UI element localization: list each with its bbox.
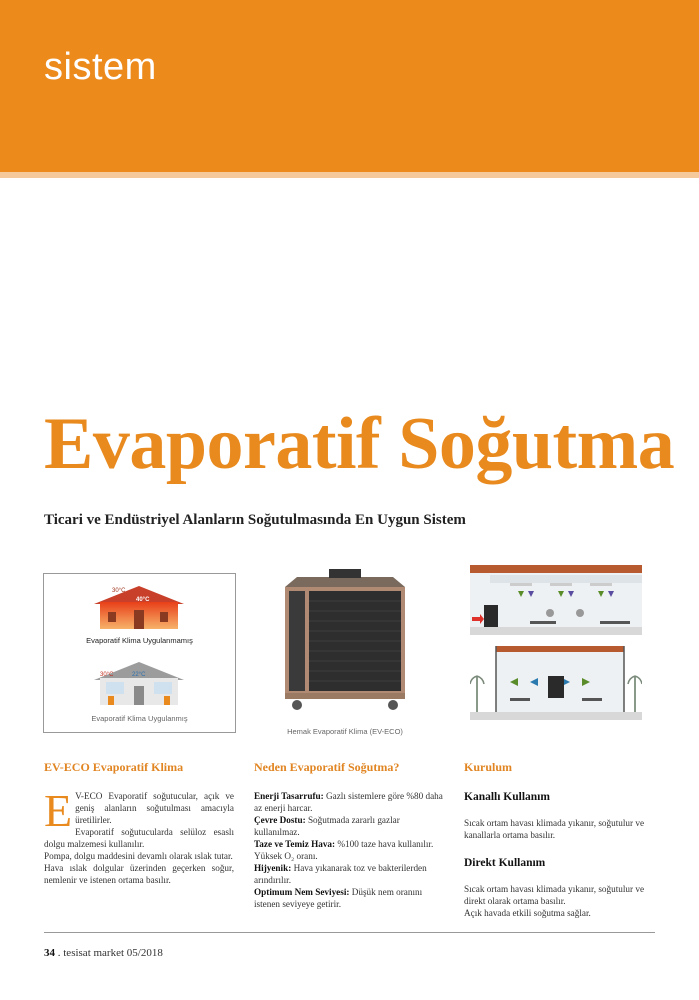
drop-cap: E [44,785,73,836]
publication-info: . tesisat market 05/2018 [57,947,163,959]
ev-eco-p4: Hava ıslak dolgular üzerinden geçerken soğur, nemlenir ve istenen ortama basılır. [44,863,234,885]
article-subtitle: Ticari ve Endüstriyel Alanların Soğutulmasında En Uygun Sistem [44,512,466,528]
ducted-use-diagram [470,565,642,635]
ev-eco-p1: V-ECO Evaporatif soğutucular, açık ve geniş alanların soğutulması amacıyla üretilirler. [75,791,234,825]
why-item-text: Yüksek O₂ oranı. [254,851,318,861]
why-item [254,862,446,886]
why-item-term: Hijyenik: [254,863,292,873]
label-applied: Evaporatif Klima Uygulanmış [91,714,188,723]
footer-rule [44,932,655,933]
why-item [254,790,446,814]
temp-inside-cool: 22°C [132,672,146,678]
cool-house-illustration [90,658,188,706]
ev-eco-body [44,785,234,886]
why-item-text: %100 taze hava kullanılır. [337,839,434,849]
direct-use-subheading: Direkt Kullanım [464,857,546,869]
section-label: sistem [44,46,157,88]
why-item-text: Gazlı sistemlere göre %80 daha az enerji harcar. [254,791,443,813]
why-item-text: Soğutmada zararlı gazlar kullanılmaz. [254,815,400,837]
column-why [254,760,446,909]
why-item-term: Çevre Dostu: [254,815,306,825]
comparison-figure [43,573,236,733]
direct-use-text-2: Açık havada etkili soğutma sağlar. [464,908,591,918]
why-item-term: Taze ve Temiz Hava: [254,839,336,849]
temp-outside-hot: 30°C [112,588,126,594]
hot-house-illustration [90,582,188,630]
why-item [254,814,446,838]
label-not-applied: Evaporatif Klima Uygulanmamış [86,636,193,645]
temp-inside-hot: 40°C [136,597,150,603]
article-title: Evaporatif Soğutma [44,403,675,485]
why-heading: Neden Evaporatif Soğutma? [254,760,400,774]
direct-use-text: Sıcak ortam havası klimada yıkanır, soğutulur ve direkt olarak ortama basılır. [464,884,645,906]
why-item-text: Hava yıkanarak toz ve bakterilerden arındırılır. [254,863,427,885]
direct-use-diagram [470,646,642,720]
why-item [254,850,446,862]
why-item-term: Optimum Nem Seviyesi: [254,887,350,897]
cooler-caption: Hemak Evaporatif Klima (EV-ECO) [287,727,403,736]
ducted-use-subheading: Kanallı Kullanım [464,791,550,803]
ev-eco-heading: EV-ECO Evaporatif Klima [44,760,184,774]
why-body [254,790,446,910]
temp-outside-cool: 30°C [100,672,114,678]
header-stripe [0,172,699,178]
column-ev-eco [44,760,234,885]
why-item [254,886,446,910]
ev-eco-p2: Evaporatif soğutucularda selüloz esaslı dolgu malzemesi kullanılır. [44,827,234,849]
why-item-term: Enerji Tasarrufu: [254,791,324,801]
installation-heading: Kurulum [464,760,513,774]
why-item [254,838,446,850]
why-item-text: Düşük nem oranını istenen seviyeye getirir. [254,887,423,909]
evaporative-cooler-image [275,565,415,715]
ev-eco-p3: Pompa, dolgu maddesini devamlı olarak ıslak tutar. [44,851,233,861]
ducted-use-text: Sıcak ortam havası klimada yıkanır, soğutulur ve kanallarla ortama basılır. [464,818,645,840]
column-installation [464,760,659,919]
page-footer [44,947,163,959]
page-number: 34 [44,947,55,959]
